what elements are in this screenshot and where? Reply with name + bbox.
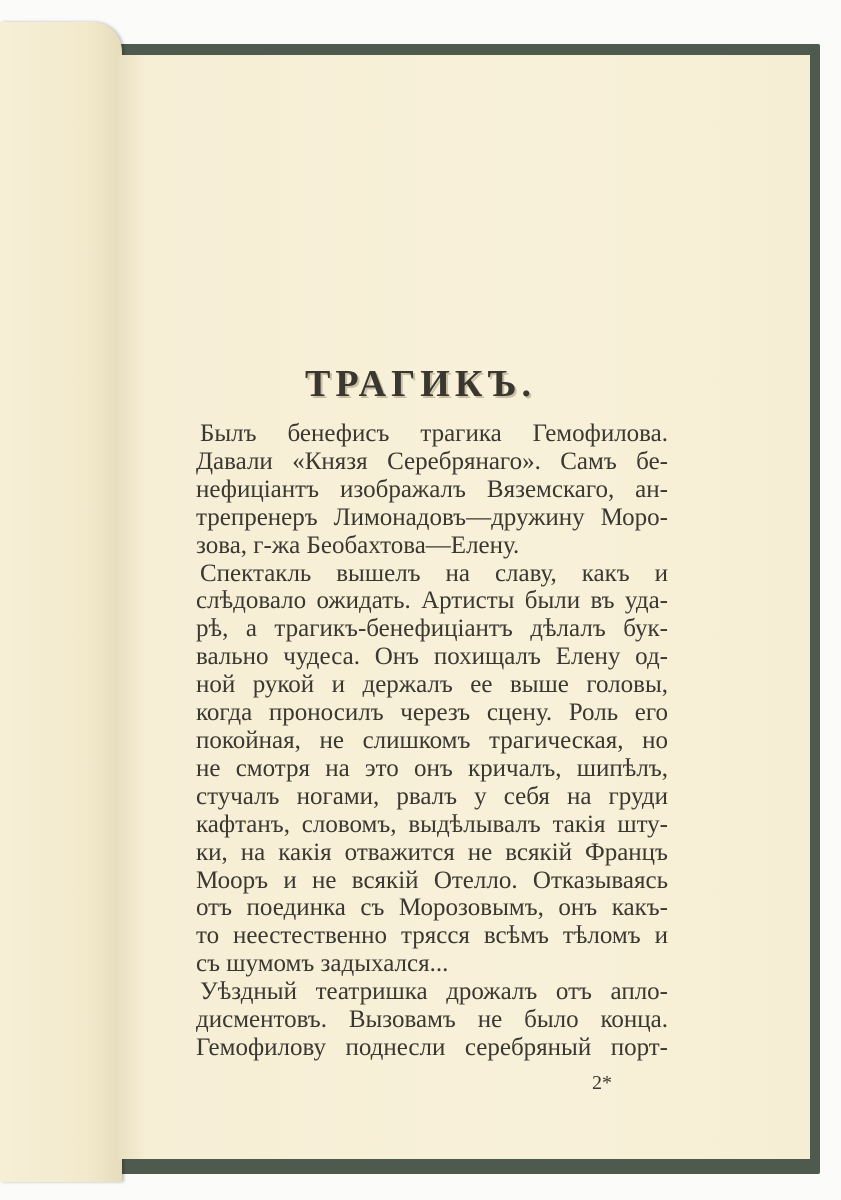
text-line: нефиціантъ изображалъ Вяземскаго, ан- xyxy=(196,475,668,503)
left-page xyxy=(0,22,122,1182)
text-line: отъ поединка съ Морозовымъ, онъ какъ- xyxy=(196,894,668,922)
text-line: стучалъ ногами, рвалъ у себя на груди xyxy=(196,782,668,810)
text-line: ной рукой и держалъ ее выше головы, xyxy=(196,671,668,699)
text-line: ки, на какія отважится не всякій Францъ xyxy=(196,838,668,866)
text-line: Спектакль вышелъ на славу, какъ и xyxy=(200,559,668,587)
text-line: Мооръ и не всякій Отелло. Отказываясь xyxy=(196,866,668,894)
text-line: съ шумомъ задыхался... xyxy=(196,950,449,978)
text-line: Уѣздный театришка дрожалъ отъ апло- xyxy=(200,978,668,1006)
text-line: слѣдовало ожидать. Артисты были въ уда- xyxy=(196,587,668,615)
text-line: когда проносилъ черезъ сцену. Роль его xyxy=(196,699,668,727)
text-line: дисментовъ. Вызовамъ не было конца. xyxy=(196,1006,668,1034)
page-number: 2* xyxy=(592,1072,612,1094)
text-line: кафтанъ, словомъ, выдѣлывалъ такія шту- xyxy=(196,810,668,838)
text-line: вально чудеса. Онъ похищалъ Елену од- xyxy=(196,643,668,671)
text-line: трепренеръ Лимонадовъ—дружину Моро- xyxy=(196,503,668,531)
text-line: Давали «Князя Серебрянаго». Самъ бе- xyxy=(196,447,668,475)
text-line: покойная, не слишкомъ трагическая, но xyxy=(196,726,668,754)
text-line: Гемофилову поднесли серебряный порт- xyxy=(196,1033,668,1061)
text-line: рѣ, а трагикъ-бенефиціантъ дѣлалъ бук- xyxy=(196,615,668,643)
text-line: Былъ бенефисъ трагика Гемофилова. xyxy=(200,420,668,447)
chapter-title: ТРАГИКЪ. xyxy=(304,363,536,405)
text-line: не смотря на это онъ кричалъ, шипѣлъ, xyxy=(196,754,668,782)
body-text xyxy=(196,420,668,1062)
text-line: зова, г-жа Беобахтова—Елену. xyxy=(196,531,520,559)
text-line: то неестественно трясся всѣмъ тѣломъ и xyxy=(196,922,668,950)
